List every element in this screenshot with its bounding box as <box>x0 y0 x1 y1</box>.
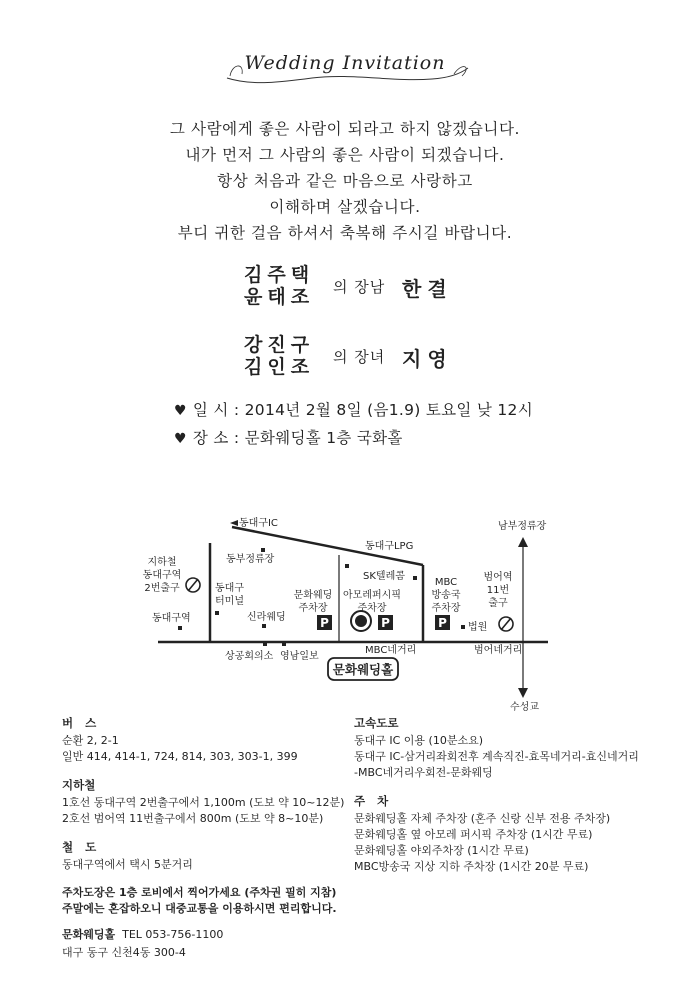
map-label-beomeo-station: 출구 <box>488 598 508 609</box>
place-label: 장 소 <box>192 429 229 447</box>
subway-exit-icon <box>186 578 200 592</box>
parking-line: 문화웨딩홀 자체 주차장 (혼주 신랑 신부 전용 주차장) <box>354 812 611 825</box>
verse-line: 그 사람에게 좋은 사람이 되라고 하지 않겠습니다. <box>169 120 521 138</box>
directions-left <box>62 715 352 961</box>
parking-icon <box>317 615 332 630</box>
bride-father: 강진구 <box>244 334 315 356</box>
map-label-terminal: 터미널 <box>215 596 244 607</box>
map-label-amore: 주차장 <box>357 603 387 614</box>
verse-line: 항상 처음과 같은 마음으로 사랑하고 <box>217 172 473 190</box>
arrow-up-icon <box>518 537 528 547</box>
map-label-subway: 2번출구 <box>144 583 180 594</box>
subway-heading: 지하철 <box>62 778 96 792</box>
map-label-beomeo-station: 범어역 <box>483 572 513 583</box>
contact-name: 문화웨딩홀 <box>62 928 116 941</box>
contact-row <box>62 927 352 943</box>
map-label-nambu: 남부정류장 <box>498 521 547 532</box>
parking-heading: 주 차 <box>354 794 393 808</box>
groom-relation: 의 장남 <box>333 278 386 296</box>
groom-name: 한결 <box>402 277 453 301</box>
location-map <box>0 505 690 715</box>
subway-line: 1호선 동대구역 2번출구에서 1,100m (도보 약 10~12분) <box>62 796 345 809</box>
map-label-sk: SK텔레콤 <box>363 571 405 582</box>
bride-relation: 의 장녀 <box>333 348 386 366</box>
invitation-title: Wedding Invitation <box>244 52 446 74</box>
highway-line: 동대구 IC 이용 (10분소요) <box>354 734 484 747</box>
highway-line: -MBC네거리우회전-문화웨딩 <box>354 766 493 779</box>
map-label-station: 동대구역 <box>152 613 191 624</box>
highway-line: 동대구 IC-삼거리좌회전후 계속직진-효목네거리-효신네거리 <box>354 750 639 763</box>
map-label-lpg: 동대구LPG <box>365 541 414 552</box>
datetime-row: ♥ 일 시 : 2014년 2월 8일 (음1.9) 토요일 낮 12시 <box>174 401 533 419</box>
verse-line: 부디 귀한 걸음 하셔서 축복해 주시길 바랍니다. <box>177 224 513 242</box>
subway-line: 2호선 범어역 11번출구에서 800m (도보 약 8~10분) <box>62 812 324 825</box>
parking-line: 문화웨딩홀 야외주차장 (1시간 무료) <box>354 844 529 857</box>
subway-exit-icon <box>499 617 513 631</box>
map-label-mbc-parking: MBC <box>434 577 458 588</box>
map-label-suseong: 수성교 <box>510 702 539 713</box>
map-label-yeongnam: 영남일보 <box>280 651 319 662</box>
parking-notice: 주차도장은 1층 로비에서 찍어가세요 (주차권 필히 지참) <box>62 886 337 899</box>
marker-station <box>178 626 182 630</box>
heart-icon: ♥ <box>174 431 187 447</box>
marker-dongbu <box>261 548 265 552</box>
map-label-mbc-intersection: MBC네거리 <box>365 645 417 656</box>
bride-parents <box>244 334 314 378</box>
map-label-munhwa-parking: 문화웨딩 <box>293 590 333 601</box>
marker-sk <box>413 576 417 580</box>
heart-icon: ♥ <box>174 403 187 419</box>
marker-lpg <box>345 564 349 568</box>
map-label-dongbu: 동부정류장 <box>226 554 275 565</box>
map-label-ic: 동대구IC <box>239 518 278 529</box>
verse-line: 내가 먼저 그 사람의 좋은 사람이 되겠습니다. <box>185 146 505 164</box>
rail-line: 동대구역에서 택시 5분거리 <box>62 858 193 871</box>
map-label-mbc-parking: 주차장 <box>431 603 461 614</box>
marker-sanggong <box>263 642 267 646</box>
svg-text:P: P <box>438 616 447 630</box>
highway-heading: 고속도로 <box>354 716 399 730</box>
marker-shilla <box>262 624 266 628</box>
bride-mother: 김인조 <box>244 356 315 378</box>
svg-text:P: P <box>320 616 329 630</box>
map-label-sanggong: 상공회의소 <box>225 651 274 662</box>
groom-mother: 윤태조 <box>244 286 315 308</box>
contact-tel: TEL 053-756-1100 <box>122 928 224 941</box>
datetime-value: 2014년 2월 8일 (음1.9) 토요일 낮 12시 <box>244 401 533 419</box>
svg-text:P: P <box>381 616 390 630</box>
place-row: ♥ 장 소 : 문화웨딩홀 1층 국화홀 <box>174 429 403 447</box>
venue-label: 문화웨딩홀 <box>332 662 394 677</box>
groom-parents <box>244 264 314 308</box>
map-label-amore: 아모레퍼시픽 <box>343 590 401 601</box>
map-label-terminal: 동대구 <box>215 583 244 594</box>
contact-address: 대구 동구 신천4동 300-4 <box>62 946 186 959</box>
parking-line: MBC방송국 지상 지하 주차장 (1시간 20분 무료) <box>354 860 589 873</box>
map-label-beomeo-intersection: 범어네거리 <box>474 645 523 656</box>
rail-heading: 철 도 <box>62 840 101 854</box>
marker-terminal <box>215 611 219 615</box>
map-label-subway: 지하철 <box>147 557 177 568</box>
directions-right <box>354 715 674 875</box>
map-label-court: 법원 <box>468 622 488 633</box>
venue-marker-dot <box>355 615 367 627</box>
marker-yeongnam <box>282 642 286 646</box>
map-label-shilla: 신라웨딩 <box>247 612 286 623</box>
arrow-down-icon <box>518 688 528 698</box>
arrow-ic-icon <box>230 520 238 526</box>
parking-line: 문화웨딩홀 옆 아모레 퍼시픽 주차장 (1시간 무료) <box>354 828 593 841</box>
map-label-subway: 동대구역 <box>142 570 182 581</box>
map-label-beomeo-station: 11번 <box>486 585 510 596</box>
bus-heading: 버 스 <box>62 716 101 730</box>
parking-notice: 주말에는 혼잡하오니 대중교통을 이용하시면 편리합니다. <box>62 902 337 915</box>
datetime-label: 일 시 <box>192 401 229 419</box>
verse-line: 이해하며 살겠습니다. <box>269 198 421 216</box>
marker-court <box>461 625 465 629</box>
parking-icon <box>378 615 393 630</box>
groom-father: 김주택 <box>244 264 315 286</box>
map-label-munhwa-parking: 주차장 <box>298 603 328 614</box>
bus-line: 일반 414, 414-1, 724, 814, 303, 303-1, 399 <box>62 750 298 763</box>
parking-icon <box>435 615 450 630</box>
bus-line: 순환 2, 2-1 <box>62 734 119 747</box>
map-label-mbc-parking: 방송국 <box>431 590 461 601</box>
place-value: 문화웨딩홀 1층 국화홀 <box>244 429 403 447</box>
bride-name: 지영 <box>402 347 453 371</box>
